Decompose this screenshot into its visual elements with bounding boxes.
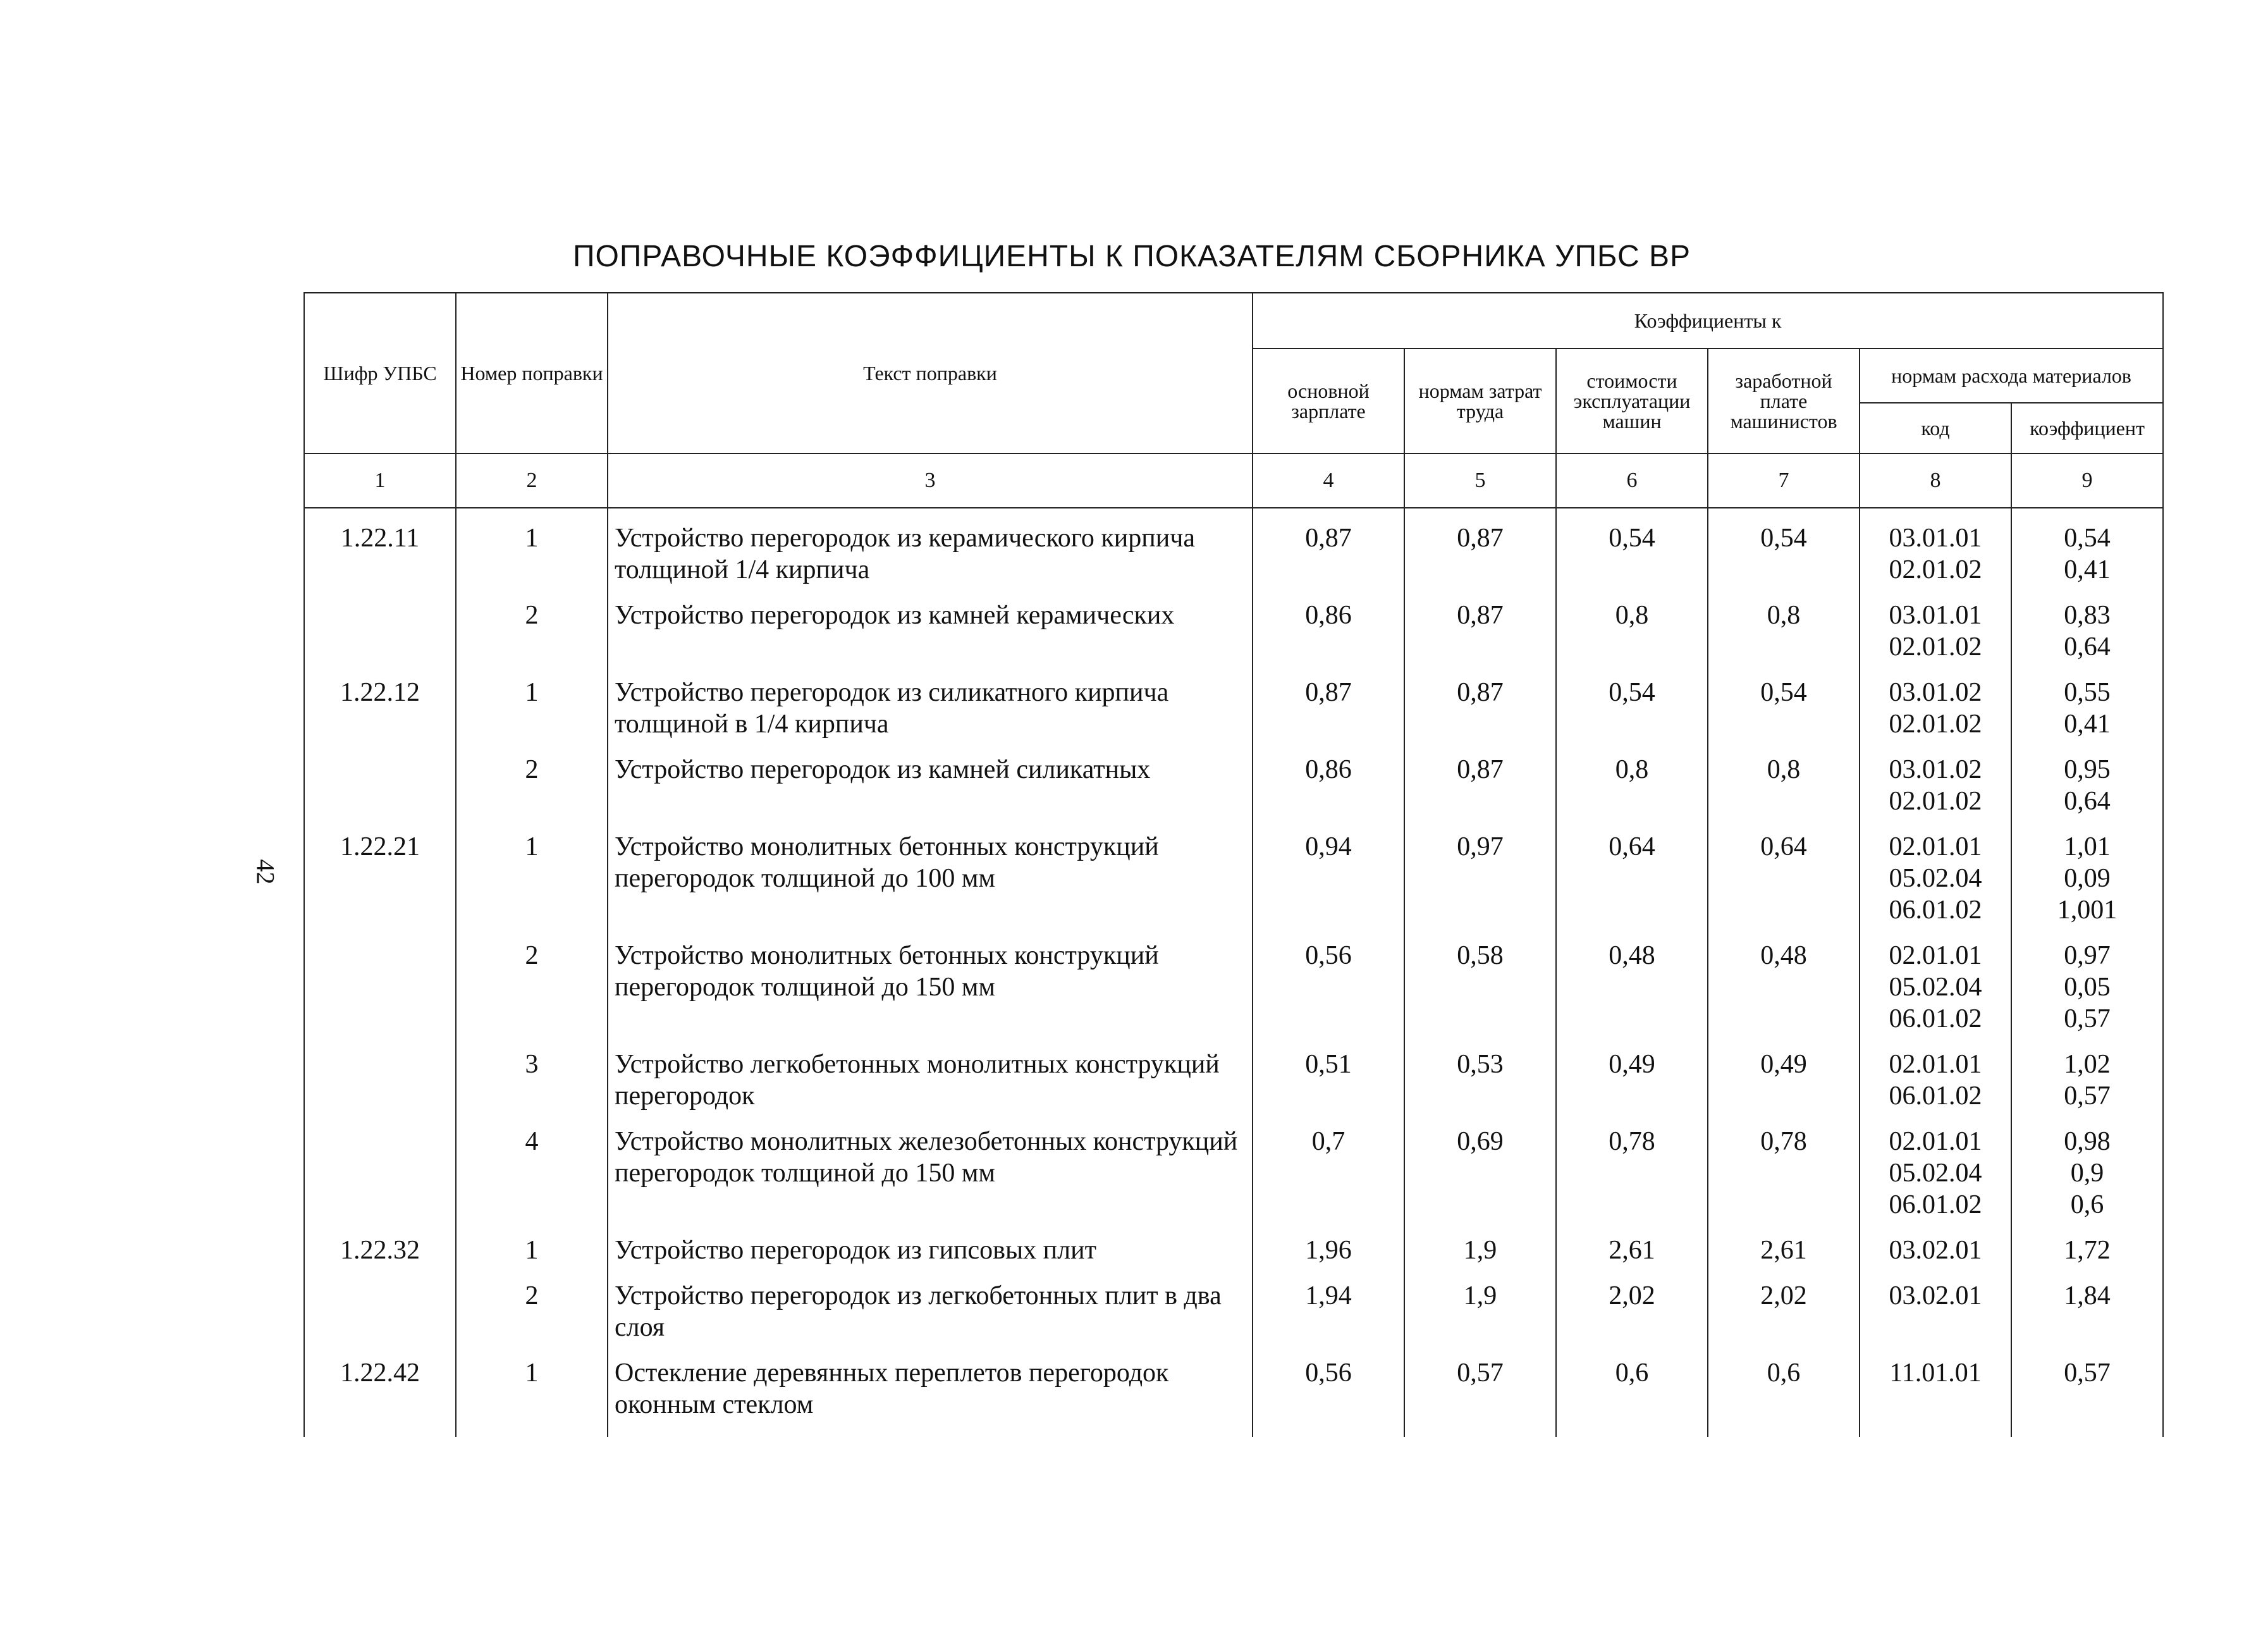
material-code: 03.01.01: [1889, 601, 1982, 630]
cell-machine-cost-coef: 2,61: [1556, 1235, 1708, 1280]
material-coefficient: 0,6: [2070, 1190, 2104, 1219]
table-row: [304, 1049, 2163, 1126]
material-code: 02.01.01: [1889, 941, 1982, 970]
material-code: 02.01.02: [1889, 555, 1982, 584]
table-row: [304, 1126, 2163, 1235]
table-body: [304, 508, 2163, 1437]
header-material-norms: нормам расхода материалов: [1860, 348, 2163, 403]
material-code: 06.01.02: [1889, 1081, 1982, 1111]
cell-labor-norms-coef: 0,53: [1404, 1049, 1556, 1126]
material-coefficient: 0,64: [2064, 787, 2111, 816]
cell-labor-norms-coef: 0,58: [1404, 940, 1556, 1049]
material-coefficient: 1,01: [2064, 832, 2111, 861]
cell-material-codes: [1860, 1049, 2011, 1126]
cell-material-codes: [1860, 940, 2011, 1049]
cell-labor-norms-coef: 0,57: [1404, 1357, 1556, 1437]
cell-material-coefs: [2011, 1280, 2163, 1357]
header-amendment-number: Номер поправки: [456, 293, 608, 453]
cell-machinist-salary-coef: 0,49: [1708, 1049, 1860, 1126]
material-coefficient: 0,09: [2064, 864, 2111, 893]
cell-material-codes: [1860, 600, 2011, 677]
cell-material-coefs: [2011, 508, 2163, 600]
cell-amendment-text: Устройство легкобетонных монолитных конструкций перегородок: [608, 1049, 1253, 1126]
cell-amendment-number: 1: [456, 831, 608, 940]
cell-material-codes: [1860, 754, 2011, 831]
material-coefficient: 1,84: [2064, 1281, 2111, 1310]
column-number: 9: [2011, 453, 2163, 508]
cell-amendment-text: Устройство монолитных бетонных конструкций перегородок толщиной до 100 мм: [608, 831, 1253, 940]
cell-material-coefs: [2011, 1235, 2163, 1280]
cell-machine-cost-coef: 0,54: [1556, 508, 1708, 600]
header-coefficient: коэффициент: [2011, 403, 2163, 453]
amendment-coefficients-table: [303, 292, 2164, 1437]
cell-amendment-number: 2: [456, 1280, 608, 1357]
cell-amendment-number: 2: [456, 600, 608, 677]
cell-machine-cost-coef: 0,78: [1556, 1126, 1708, 1235]
material-code: 03.01.01: [1889, 524, 1982, 553]
header-machine-cost: стоимости эксплуатации машин: [1556, 348, 1708, 453]
page-title: ПОПРАВОЧНЫЕ КОЭФФИЦИЕНТЫ К ПОКАЗАТЕЛЯМ СБОРНИКА УПБС ВР: [572, 240, 1691, 273]
cell-amendment-number: 1: [456, 1235, 608, 1280]
cell-cipher: [304, 940, 456, 1049]
cell-cipher: [304, 600, 456, 677]
cell-basic-salary-coef: 0,56: [1253, 1357, 1404, 1437]
material-code: 03.01.02: [1889, 755, 1982, 784]
material-coefficient: 0,64: [2064, 632, 2111, 662]
cell-material-codes: [1860, 1235, 2011, 1280]
cell-machine-cost-coef: 0,49: [1556, 1049, 1708, 1126]
material-code: 02.01.02: [1889, 787, 1982, 816]
cell-labor-norms-coef: 0,87: [1404, 508, 1556, 600]
cell-amendment-number: 2: [456, 940, 608, 1049]
cell-material-coefs: [2011, 940, 2163, 1049]
cell-amendment-text: Устройство монолитных железобетонных конструкций перегородок толщиной до 150 мм: [608, 1126, 1253, 1235]
material-code: 06.01.02: [1889, 1190, 1982, 1219]
cell-labor-norms-coef: 0,69: [1404, 1126, 1556, 1235]
cell-cipher: 1.22.12: [304, 677, 456, 754]
cell-machine-cost-coef: 0,8: [1556, 754, 1708, 831]
cell-cipher: [304, 1126, 456, 1235]
material-coefficient: 0,95: [2064, 755, 2111, 784]
material-coefficient: 0,05: [2064, 973, 2111, 1002]
cell-basic-salary-coef: 0,7: [1253, 1126, 1404, 1235]
cell-material-coefs: [2011, 831, 2163, 940]
header-code: код: [1860, 403, 2011, 453]
table-row: [304, 1357, 2163, 1437]
cell-amendment-number: 2: [456, 754, 608, 831]
cell-cipher: [304, 754, 456, 831]
table-row: [304, 1280, 2163, 1357]
page-number: 42: [251, 859, 280, 885]
material-code: 06.01.02: [1889, 1004, 1982, 1033]
material-coefficient: 0,57: [2064, 1081, 2111, 1111]
material-code: 02.01.01: [1889, 1127, 1982, 1156]
cell-material-codes: [1860, 1357, 2011, 1437]
material-coefficient: 0,98: [2064, 1127, 2111, 1156]
cell-material-coefs: [2011, 600, 2163, 677]
cell-amendment-number: 1: [456, 1357, 608, 1437]
material-coefficient: 0,41: [2064, 555, 2111, 584]
cell-basic-salary-coef: 0,87: [1253, 508, 1404, 600]
material-code: 11.01.01: [1889, 1358, 1982, 1388]
material-coefficient: 1,001: [2057, 896, 2118, 925]
cell-cipher: [304, 1280, 456, 1357]
cell-machinist-salary-coef: 2,61: [1708, 1235, 1860, 1280]
column-number: 2: [456, 453, 608, 508]
cell-machinist-salary-coef: 0,8: [1708, 600, 1860, 677]
material-code: 03.02.01: [1889, 1236, 1982, 1265]
cell-cipher: 1.22.11: [304, 508, 456, 600]
material-code: 02.01.02: [1889, 710, 1982, 739]
cell-material-coefs: [2011, 1049, 2163, 1126]
material-code: 02.01.01: [1889, 832, 1982, 861]
cell-machine-cost-coef: 0,8: [1556, 600, 1708, 677]
column-number: 3: [608, 453, 1253, 508]
material-code: 02.01.02: [1889, 632, 1982, 662]
header-basic-salary: основной зарплате: [1253, 348, 1404, 453]
table-row: [304, 677, 2163, 754]
cell-amendment-text: Устройство монолитных бетонных конструкций перегородок толщиной до 150 мм: [608, 940, 1253, 1049]
cell-amendment-text: Устройство перегородок из керамического кирпича толщиной 1/4 кирпича: [608, 508, 1253, 600]
material-coefficient: 1,72: [2064, 1236, 2111, 1265]
table-row: [304, 1235, 2163, 1280]
cell-amendment-number: 1: [456, 508, 608, 600]
cell-material-codes: [1860, 1280, 2011, 1357]
cell-material-coefs: [2011, 1126, 2163, 1235]
material-code: 05.02.04: [1889, 973, 1982, 1002]
cell-machinist-salary-coef: 0,48: [1708, 940, 1860, 1049]
cell-machinist-salary-coef: 0,64: [1708, 831, 1860, 940]
cell-amendment-number: 3: [456, 1049, 608, 1126]
cell-amendment-text: Устройство перегородок из легкобетонных плит в два слоя: [608, 1280, 1253, 1357]
material-coefficient: 0,97: [2064, 941, 2111, 970]
cell-basic-salary-coef: 0,94: [1253, 831, 1404, 940]
header-labor-norms: нормам затрат труда: [1404, 348, 1556, 453]
cell-amendment-text: Устройство перегородок из силикатного кирпича толщиной в 1/4 кирпича: [608, 677, 1253, 754]
cell-material-coefs: [2011, 754, 2163, 831]
cell-material-coefs: [2011, 677, 2163, 754]
cell-basic-salary-coef: 0,87: [1253, 677, 1404, 754]
header-machinist-salary: заработной плате машинистов: [1708, 348, 1860, 453]
cell-basic-salary-coef: 0,56: [1253, 940, 1404, 1049]
material-code: 03.02.01: [1889, 1281, 1982, 1310]
cell-labor-norms-coef: 0,87: [1404, 754, 1556, 831]
cell-basic-salary-coef: 1,94: [1253, 1280, 1404, 1357]
material-coefficient: 0,57: [2064, 1004, 2111, 1033]
cell-amendment-number: 4: [456, 1126, 608, 1235]
table-row: [304, 508, 2163, 600]
cell-machine-cost-coef: 2,02: [1556, 1280, 1708, 1357]
cell-material-codes: [1860, 508, 2011, 600]
cell-machinist-salary-coef: 0,78: [1708, 1126, 1860, 1235]
cell-labor-norms-coef: 0,87: [1404, 600, 1556, 677]
cell-amendment-text: Устройство перегородок из камней керамических: [608, 600, 1253, 677]
cell-amendment-text: Остекление деревянных переплетов перегородок оконным стеклом: [608, 1357, 1253, 1437]
material-coefficient: 0,41: [2064, 710, 2111, 739]
material-coefficient: 0,54: [2064, 524, 2111, 553]
cell-machinist-salary-coef: 0,6: [1708, 1357, 1860, 1437]
material-coefficient: 0,9: [2070, 1159, 2104, 1188]
cell-basic-salary-coef: 0,86: [1253, 754, 1404, 831]
cell-cipher: [304, 1049, 456, 1126]
cell-labor-norms-coef: 0,97: [1404, 831, 1556, 940]
cell-basic-salary-coef: 0,86: [1253, 600, 1404, 677]
header-coefficients-group: Коэффициенты к: [1253, 293, 2163, 348]
cell-cipher: 1.22.42: [304, 1357, 456, 1437]
column-number: 5: [1404, 453, 1556, 508]
cell-machine-cost-coef: 0,64: [1556, 831, 1708, 940]
cell-machine-cost-coef: 0,6: [1556, 1357, 1708, 1437]
header-amendment-text: Текст поправки: [608, 293, 1253, 453]
cell-basic-salary-coef: 0,51: [1253, 1049, 1404, 1126]
material-coefficient: 0,55: [2064, 678, 2111, 707]
cell-amendment-number: 1: [456, 677, 608, 754]
material-code: 05.02.04: [1889, 864, 1982, 893]
column-number: 6: [1556, 453, 1708, 508]
cell-machinist-salary-coef: 2,02: [1708, 1280, 1860, 1357]
cell-material-codes: [1860, 677, 2011, 754]
table-row: [304, 940, 2163, 1049]
cell-labor-norms-coef: 1,9: [1404, 1235, 1556, 1280]
cell-machinist-salary-coef: 0,54: [1708, 508, 1860, 600]
header-cipher: Шифр УПБС: [304, 293, 456, 453]
cell-machinist-salary-coef: 0,8: [1708, 754, 1860, 831]
cell-machinist-salary-coef: 0,54: [1708, 677, 1860, 754]
column-number: 7: [1708, 453, 1860, 508]
cell-material-codes: [1860, 1126, 2011, 1235]
cell-amendment-text: Устройство перегородок из гипсовых плит: [608, 1235, 1253, 1280]
table-row: [304, 754, 2163, 831]
cell-machine-cost-coef: 0,54: [1556, 677, 1708, 754]
column-number: 1: [304, 453, 456, 508]
material-coefficient: 1,02: [2064, 1050, 2111, 1079]
material-coefficient: 0,57: [2064, 1358, 2111, 1388]
table-row: [304, 831, 2163, 940]
cell-cipher: 1.22.21: [304, 831, 456, 940]
cell-material-coefs: [2011, 1357, 2163, 1437]
material-coefficient: 0,83: [2064, 601, 2111, 630]
cell-labor-norms-coef: 0,87: [1404, 677, 1556, 754]
cell-labor-norms-coef: 1,9: [1404, 1280, 1556, 1357]
column-number: 4: [1253, 453, 1404, 508]
cell-basic-salary-coef: 1,96: [1253, 1235, 1404, 1280]
cell-machine-cost-coef: 0,48: [1556, 940, 1708, 1049]
material-code: 05.02.04: [1889, 1159, 1982, 1188]
material-code: 06.01.02: [1889, 896, 1982, 925]
table-row: [304, 600, 2163, 677]
material-code: 02.01.01: [1889, 1050, 1982, 1079]
cell-cipher: 1.22.32: [304, 1235, 456, 1280]
cell-material-codes: [1860, 831, 2011, 940]
column-number: 8: [1860, 453, 2011, 508]
material-code: 03.01.02: [1889, 678, 1982, 707]
cell-amendment-text: Устройство перегородок из камней силикатных: [608, 754, 1253, 831]
